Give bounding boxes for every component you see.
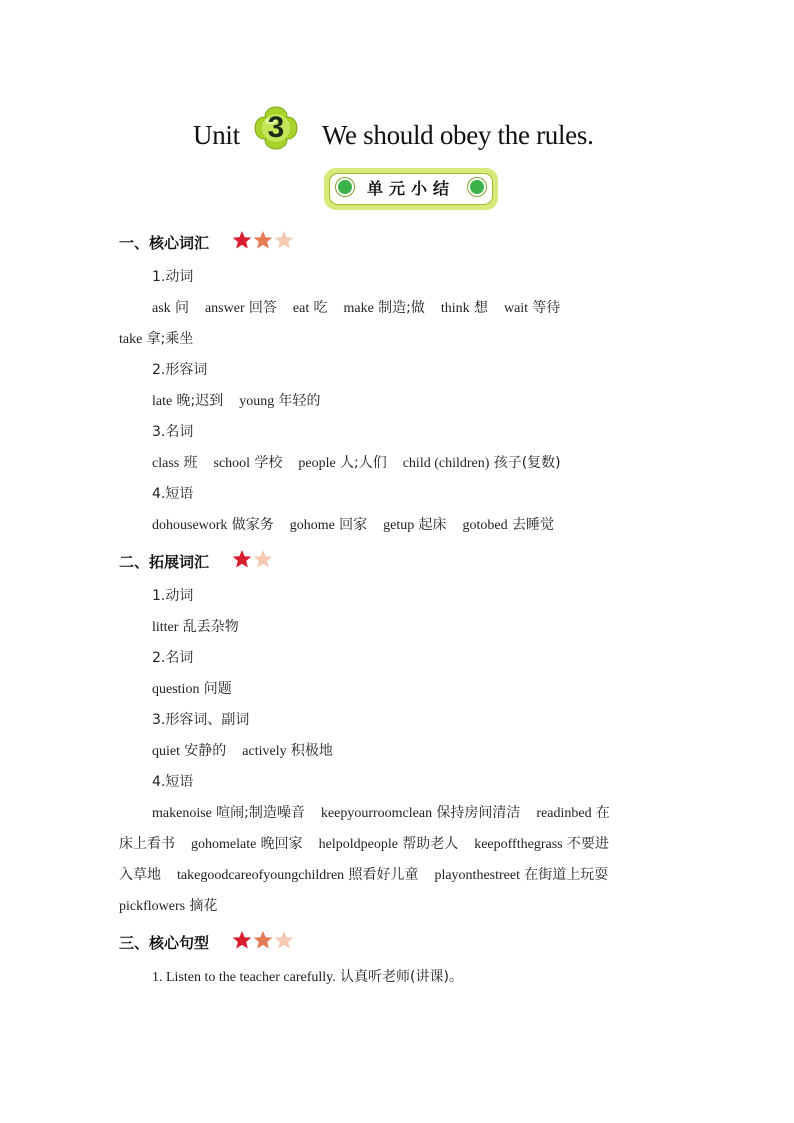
english-term: make [343, 301, 374, 316]
vocab-entry [119, 331, 193, 347]
chinese-meaning: 在街道上玩耍 [524, 867, 609, 883]
vocab-line [119, 328, 193, 348]
vocab-entry [191, 836, 303, 852]
vocab-line [119, 833, 609, 853]
chinese-meaning: 摘花 [189, 898, 218, 914]
group-label: 2.形容词 [152, 362, 208, 378]
chinese-meaning: 保持房间清洁 [436, 805, 521, 821]
english-term: 1. Listen to the teacher carefully. [152, 970, 336, 985]
vocab-entry [441, 300, 488, 316]
star-icon [253, 230, 273, 250]
english-term: ask [152, 301, 171, 316]
chinese-meaning: 起床 [418, 517, 447, 533]
vocab-entry [152, 300, 189, 316]
vocab-line [119, 864, 608, 884]
group-label: 2.名词 [152, 650, 194, 666]
group-label: 3.名词 [152, 424, 194, 440]
english-term: helpoldpeople [318, 837, 398, 852]
chinese-meaning: 制造;做 [378, 300, 425, 316]
section-heading: 二、拓展词汇 [119, 553, 210, 571]
chinese-meaning: 拿;乘坐 [146, 331, 194, 347]
english-term: 床上看书 [119, 836, 175, 852]
group-label: 4.短语 [152, 774, 194, 790]
english-term: question [152, 682, 200, 697]
vocab-entry [152, 969, 463, 985]
english-term: playonthestreet [434, 868, 520, 883]
chinese-meaning: 在 [595, 805, 610, 821]
chinese-meaning: 去睡觉 [511, 517, 554, 533]
english-term: class [152, 456, 180, 471]
chinese-meaning: 班 [183, 455, 198, 471]
vocab-entry [290, 517, 367, 533]
english-term: dohousework [152, 518, 228, 533]
english-term: late [152, 394, 173, 409]
vocab-entry [152, 517, 274, 533]
english-term: takegoodcareofyoungchildren [177, 868, 345, 883]
vocab-entry [177, 867, 418, 883]
english-term: keepoffthegrass [474, 837, 563, 852]
vocab-entry [152, 743, 226, 759]
star-icon [274, 230, 294, 250]
star-icon [232, 930, 252, 950]
chinese-meaning: 回家 [339, 517, 368, 533]
vocab-entry [298, 455, 386, 471]
chinese-meaning: 晚回家 [260, 836, 303, 852]
chinese-meaning: 吃 [313, 300, 328, 316]
unit-word: Unit [193, 120, 240, 150]
vocab-entry [152, 393, 223, 409]
english-term: pickflowers [119, 899, 186, 914]
chinese-meaning: 做家务 [231, 517, 274, 533]
vocab-entry [321, 805, 520, 821]
vocab-entry [214, 455, 283, 471]
unit-title: We should obey the rules. [322, 120, 594, 150]
chinese-meaning: 年轻的 [278, 393, 321, 409]
vocab-entry [119, 867, 161, 883]
chinese-meaning: 晚;迟到 [176, 393, 224, 409]
star-icon [232, 230, 252, 250]
vocab-entry [536, 805, 610, 821]
star-icon [274, 930, 294, 950]
vocab-entry [383, 517, 446, 533]
unit-title-row [0, 104, 794, 156]
vocab-entry [242, 743, 333, 759]
english-term: gotobed [462, 518, 508, 533]
rating-stars [232, 930, 295, 950]
chinese-meaning: 想 [473, 300, 488, 316]
summary-banner [324, 168, 498, 210]
vocab-line [152, 740, 333, 760]
section-heading: 三、核心句型 [119, 934, 210, 952]
chinese-meaning: 帮助老人 [402, 836, 459, 852]
english-term: litter [152, 620, 179, 635]
chinese-meaning: 人;人们 [340, 455, 387, 471]
vocab-line [152, 452, 561, 472]
chinese-meaning: 孩子(复数) [493, 455, 561, 471]
chinese-meaning: 问 [174, 300, 189, 316]
banner-label: 单元小结 [366, 179, 455, 198]
group-label: 1.动词 [152, 269, 194, 285]
english-term: 入草地 [119, 867, 161, 883]
vocab-line [152, 678, 232, 698]
vocab-entry [463, 517, 554, 533]
vocab-entry [504, 300, 560, 316]
english-term: makenoise [152, 806, 212, 821]
chinese-meaning: 积极地 [290, 743, 333, 759]
star-icon [253, 930, 273, 950]
english-term: take [119, 332, 143, 347]
english-term: gohome [289, 518, 335, 533]
vocab-line [152, 297, 560, 317]
english-term: wait [503, 301, 529, 316]
english-term: readinbed [536, 806, 592, 821]
vocab-entry [293, 300, 328, 316]
chinese-meaning: 学校 [254, 455, 283, 471]
chinese-meaning: 问题 [203, 681, 232, 697]
vocab-line [152, 514, 554, 534]
english-term: gohomelate [191, 837, 257, 852]
vocab-entry [152, 455, 198, 471]
vocab-line [152, 802, 610, 822]
vocab-line [119, 895, 217, 915]
english-term: young [239, 394, 275, 409]
vocab-entry [474, 836, 609, 852]
vocab-entry [152, 619, 239, 635]
section-heading: 一、核心词汇 [119, 234, 210, 252]
english-term: think [440, 301, 470, 316]
chinese-meaning: 照看好儿童 [348, 867, 419, 883]
group-label: 3.形容词、副词 [152, 712, 250, 728]
chinese-meaning: 不要进 [566, 836, 609, 852]
vocab-entry [403, 455, 561, 471]
vocab-entry [119, 898, 217, 914]
unit-number-badge [254, 106, 298, 150]
rating-stars [232, 230, 295, 250]
chinese-meaning: 回答 [248, 300, 277, 316]
chinese-meaning: 安静的 [184, 743, 227, 759]
vocab-entry [239, 393, 320, 409]
vocab-entry [152, 681, 232, 697]
english-term: answer [204, 301, 245, 316]
vocab-entry [434, 867, 608, 883]
group-label: 1.动词 [152, 588, 194, 604]
chinese-meaning: 乱丢杂物 [182, 619, 239, 635]
vocab-line [152, 390, 321, 410]
vocab-entry [319, 836, 459, 852]
english-term: eat [292, 301, 310, 316]
english-term: quiet [152, 744, 180, 759]
chinese-meaning: 认真听老师(讲课)。 [340, 969, 463, 985]
star-icon [232, 549, 252, 569]
group-label: 4.短语 [152, 486, 194, 502]
english-term: child (children) [402, 456, 490, 471]
english-term: keepyourroomclean [320, 806, 433, 821]
vocab-entry [119, 836, 175, 852]
unit-number: 3 [267, 111, 285, 144]
vocab-entry [205, 300, 277, 316]
vocab-entry [152, 805, 305, 821]
english-term: school [213, 456, 251, 471]
english-term: getup [383, 518, 415, 533]
chinese-meaning: 喧闹;制造噪音 [216, 805, 305, 821]
english-term: actively [242, 744, 287, 759]
rating-stars [232, 549, 274, 569]
vocab-entry [344, 300, 425, 316]
english-term: people [298, 456, 336, 471]
chinese-meaning: 等待 [532, 300, 561, 316]
vocab-line [152, 616, 239, 636]
star-icon [253, 549, 273, 569]
vocab-line [152, 966, 463, 986]
